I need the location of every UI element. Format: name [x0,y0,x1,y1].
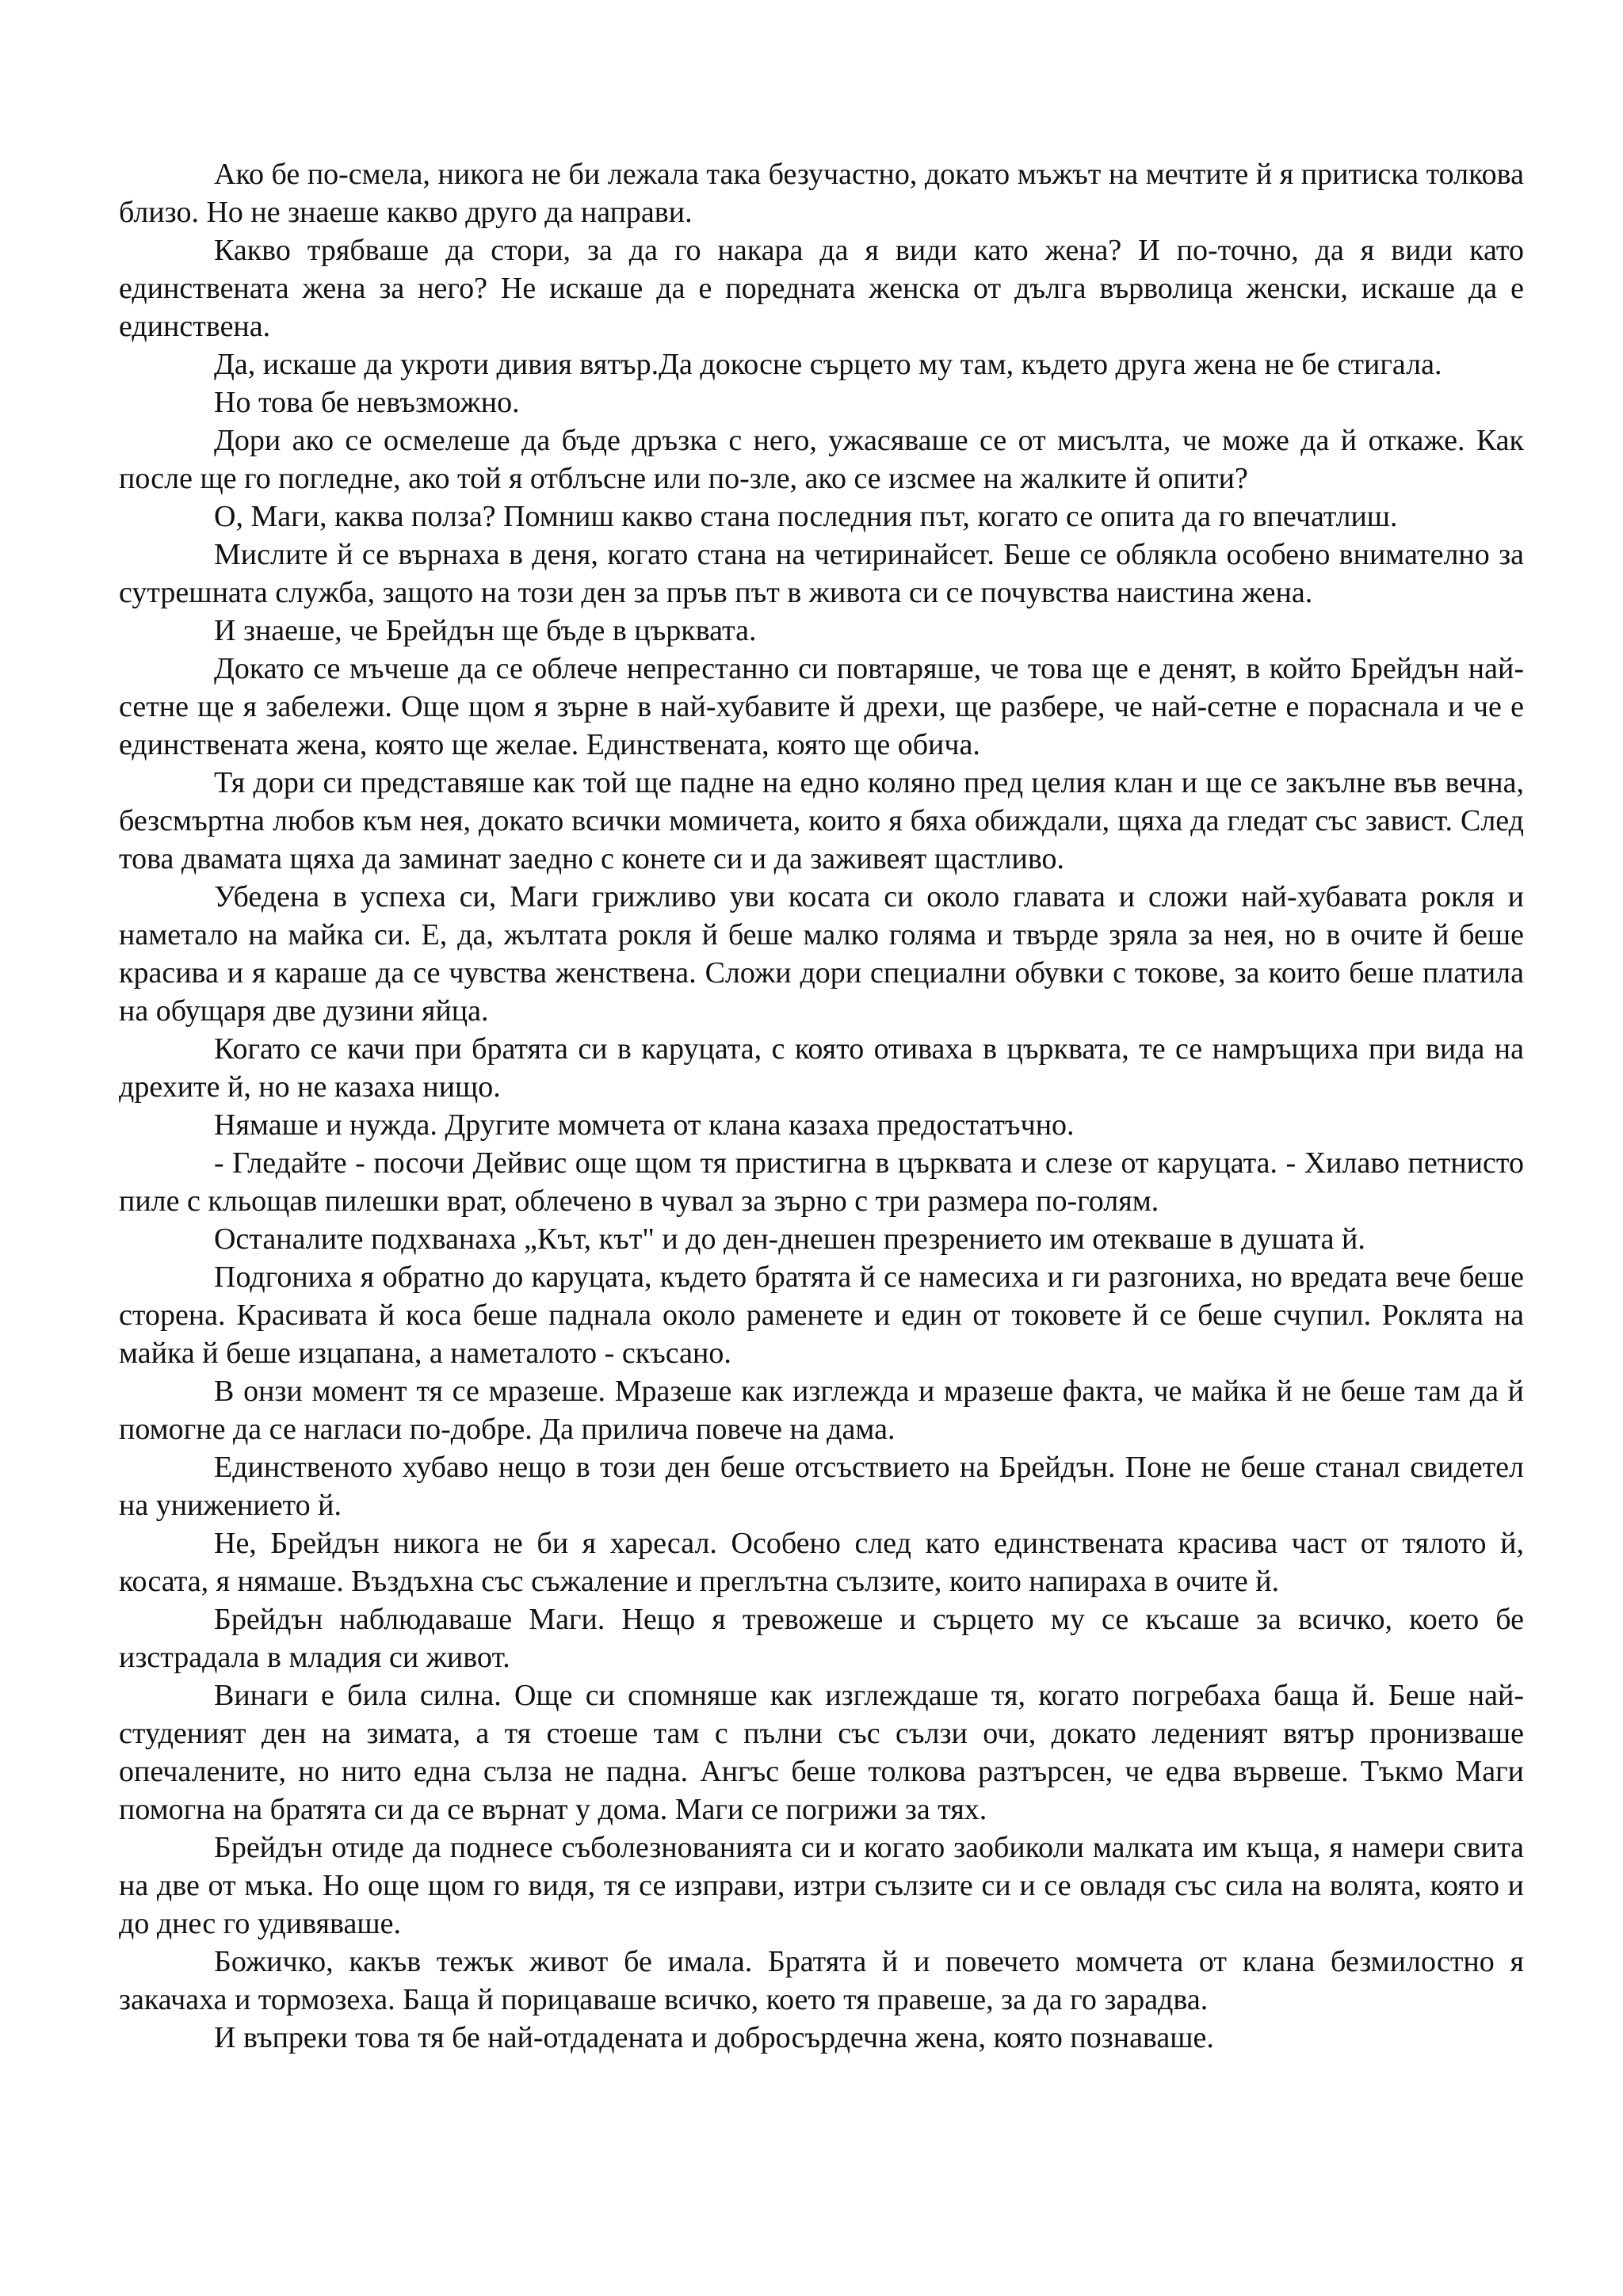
paragraph-1: Ако бе по-смела, никога не би лежала така безучастно, докато мъжът на мечтите й я притиска толкова близо. Но не знаеше какво друго да направи. [119,158,1524,229]
paragraph-21: Винаги е била силна. Още си спомняше как изглеждаше тя, когато погребаха баща й. Беше най-студеният ден на зимата, а тя стоеше там с пълни със сълзи очи, докато леденият вятър пронизваше опечалените, но нито една сълза не падна. Ангъс беше толкова разтърсен, че едва вървеше. Тъкмо Маги помогна на братята си да се върнат у дома. Маги се погрижи за тях. [119,1679,1524,1826]
paragraph-18: Единственото хубаво нещо в този ден беше отсъствието на Брейдън. Поне не беше станал свидетел на унижението й. [119,1451,1524,1522]
paragraph-11: Убедена в успеха си, Маги грижливо уви косата си около главата и сложи най-хубавата рокля и наметало на майка си. Е, да, жълтата рокля й беше малко голяма и твърде зряла за нея, но в очите й беше красива и я караше да се чувства женствена. Сложи дори специални обувки с токове, за които беше платила на обущаря две дузини яйца. [119,880,1524,1028]
paragraph-22: Брейдън отиде да поднесе съболезнованията си и когато заобиколи малката им къща, я намери свита на две от мъка. Но още щом го видя, тя се изправи, изтри сълзите си и се овладя със сила на волята, която и до днес го удивяваше. [119,1831,1524,1940]
paragraph-19: Не, Брейдън никога не би я харесал. Особено след като единствената красива част от тялото й, косата, я нямаше. Въздъхна със съжаление и преглътна сълзите, които напираха в очите й. [119,1527,1524,1598]
paragraph-15: Останалите подхванаха „Кът, кът" и до ден-днешен презрението им отекваше в душата й. [214,1222,1365,1256]
paragraph-16: Подгониха я обратно до каруцата, където братята й се намесиха и ги разгониха, но вредата вече беше сторена. Красивата й коса беше паднала около раменете и един от токовете й се беше счупил. Роклята на майка й беше изцапана, а наметалото - скъсано. [119,1261,1524,1370]
paragraph-20: Брейдън наблюдаваше Маги. Нещо я тревожеше и сърцето му се късаше за всичко, което бе изстрадала в младия си живот. [119,1603,1524,1674]
paragraph-4: Но това бе невъзможно. [214,386,520,419]
paragraph-14: - Гледайте - посочи Дейвис още щом тя пристигна в църквата и слезе от каруцата. - Хилаво петнисто пиле с кльощав пилешки врат, облечено в чувал за зърно с три размера по-голям. [119,1146,1524,1218]
paragraph-6: О, Маги, каква полза? Помниш какво стана последния път, когато се опита да го впечатлиш. [214,500,1398,533]
paragraph-17: В онзи момент тя се мразеше. Мразеше как изглежда и мразеше факта, че майка й не беше там да й помогне да се нагласи по-добре. Да прилича повече на дама. [119,1375,1524,1446]
paragraph-13: Нямаше и нужда. Другите момчета от клана казаха предостатъчно. [214,1108,1075,1142]
paragraph-10: Тя дори си представяше как той ще падне на едно коляно пред целия клан и ще се закълне във вечна, безсмъртна любов към нея, докато всички момичета, които я бяха обиждали, щяха да гледат със завист. След това двамата щяха да заминат заедно с конете си и да заживеят щастливо. [119,766,1524,875]
paragraph-2: Какво трябваше да стори, за да го накара да я види като жена? И по-точно, да я види като единствената жена за него? Не искаше да е поредната женска от дълга върволица женски, искаше да е единствена. [119,234,1524,343]
paragraph-23: Божичко, какъв тежък живот бе имала. Братята й и повечето момчета от клана безмилостно я закачаха и тормозеха. Баща й порицаваше всичко, което тя правеше, за да го зарадва. [119,1945,1524,2016]
paragraph-8: И знаеше, че Брейдън ще бъде в църквата. [214,614,757,647]
paragraph-5: Дори ако се осмелеше да бъде дръзка с него, ужасяваше се от мисълта, че може да й откаже. Как после ще го погледне, ако той я отблъсне или по-зле, ако се изсмее на жалките й опити? [119,424,1524,495]
document-body [119,155,1524,2057]
paragraph-12: Когато се качи при братята си в каруцата, с която отиваха в църквата, те се намръщиха при вида на дрехите й, но не казаха нищо. [119,1032,1524,1104]
paragraph-3: Да, искаше да укроти дивия вятър.Да докосне сърцето му там, където друга жена не бе стигала. [214,348,1442,381]
paragraph-24: И въпреки това тя бе най-отдадената и добросърдечна жена, която познаваше. [214,2021,1214,2054]
paragraph-7: Мислите й се върнаха в деня, когато стана на четиринайсет. Беше се облякла особено внимателно за сутрешната служба, защото на този ден за пръв път в живота си се почувства наистина жена. [119,538,1524,609]
paragraph-9: Докато се мъчеше да се облече непрестанно си повтаряше, че това ще е денят, в който Брейдън най-сетне ще я забележи. Още щом я зърне в най-хубавите й дрехи, ще разбере, че най-сетне е пораснала и че е единствената жена, която ще желае. Единствената, която ще обича. [119,652,1524,761]
